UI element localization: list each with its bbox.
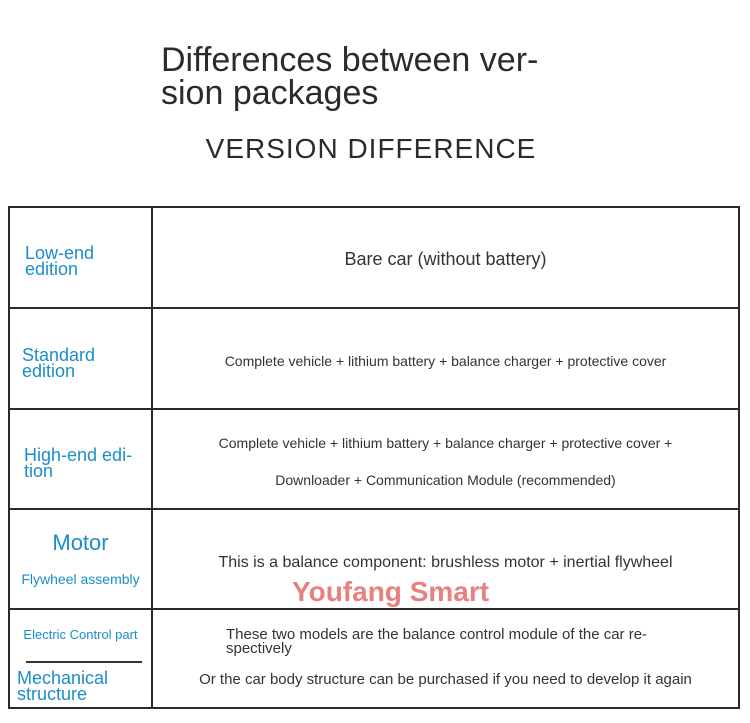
- content-high-end-line-2: Downloader + Communication Module (recommended): [275, 472, 616, 488]
- row-label-cell: [10, 309, 153, 408]
- label-line: Mechanical: [17, 668, 109, 688]
- content-high-end-line-1: Complete vehicle + lithium battery + balance charger + protective cover +: [218, 435, 673, 451]
- title-line-1: Differences between ver-: [161, 41, 539, 79]
- version-table: [8, 206, 740, 709]
- label-line: tion: [24, 461, 54, 481]
- row-label-cell: [10, 610, 153, 707]
- content-line: These two models are the balance control module of the car re-: [226, 626, 648, 643]
- table-row-low-end: [10, 208, 738, 309]
- label-line: Low-end: [25, 243, 95, 263]
- content-line: spectively: [226, 640, 292, 657]
- label-line: edition: [25, 259, 79, 279]
- page-subtitle: VERSION DIFFERENCE: [205, 133, 537, 164]
- label-flywheel-assembly: Flywheel assembly: [21, 571, 140, 587]
- table-row-control-structure: [10, 610, 738, 707]
- content-low-end: Bare car (without battery): [344, 249, 547, 269]
- row-content-cell: [153, 610, 738, 707]
- label-line: edition: [22, 361, 76, 381]
- content-control-line-1: [226, 628, 647, 656]
- table-row-high-end: [10, 410, 738, 510]
- watermark: Youfang Smart: [292, 576, 490, 607]
- label-line: structure: [17, 684, 88, 704]
- label-electric-control: Electric Control part: [23, 627, 138, 642]
- title-line-2: sion packages: [161, 74, 379, 112]
- row-label-cell: [10, 410, 153, 508]
- row-label-cell: [10, 208, 153, 307]
- label-low-end: [25, 245, 94, 277]
- content-standard: Complete vehicle + lithium battery + balance charger + protective cover: [224, 353, 667, 369]
- content-motor: This is a balance component: brushless motor + inertial flywheel: [218, 554, 673, 571]
- row-content-cell: [153, 208, 738, 307]
- content-control-line-2: Or the car body structure can be purchased if you need to develop it again: [199, 671, 692, 688]
- label-high-end: [24, 447, 132, 479]
- label-divider: [26, 661, 142, 663]
- page-title: [161, 41, 581, 112]
- row-content-cell: [153, 410, 738, 508]
- label-line: Standard: [22, 345, 96, 365]
- table-row-standard: [10, 309, 738, 410]
- row-content-cell: [153, 309, 738, 408]
- label-line: High-end edi-: [24, 445, 133, 465]
- row-label-cell: [10, 510, 153, 608]
- label-mechanical-structure: [17, 670, 108, 702]
- label-standard: [22, 347, 95, 379]
- label-motor: Motor: [52, 530, 109, 555]
